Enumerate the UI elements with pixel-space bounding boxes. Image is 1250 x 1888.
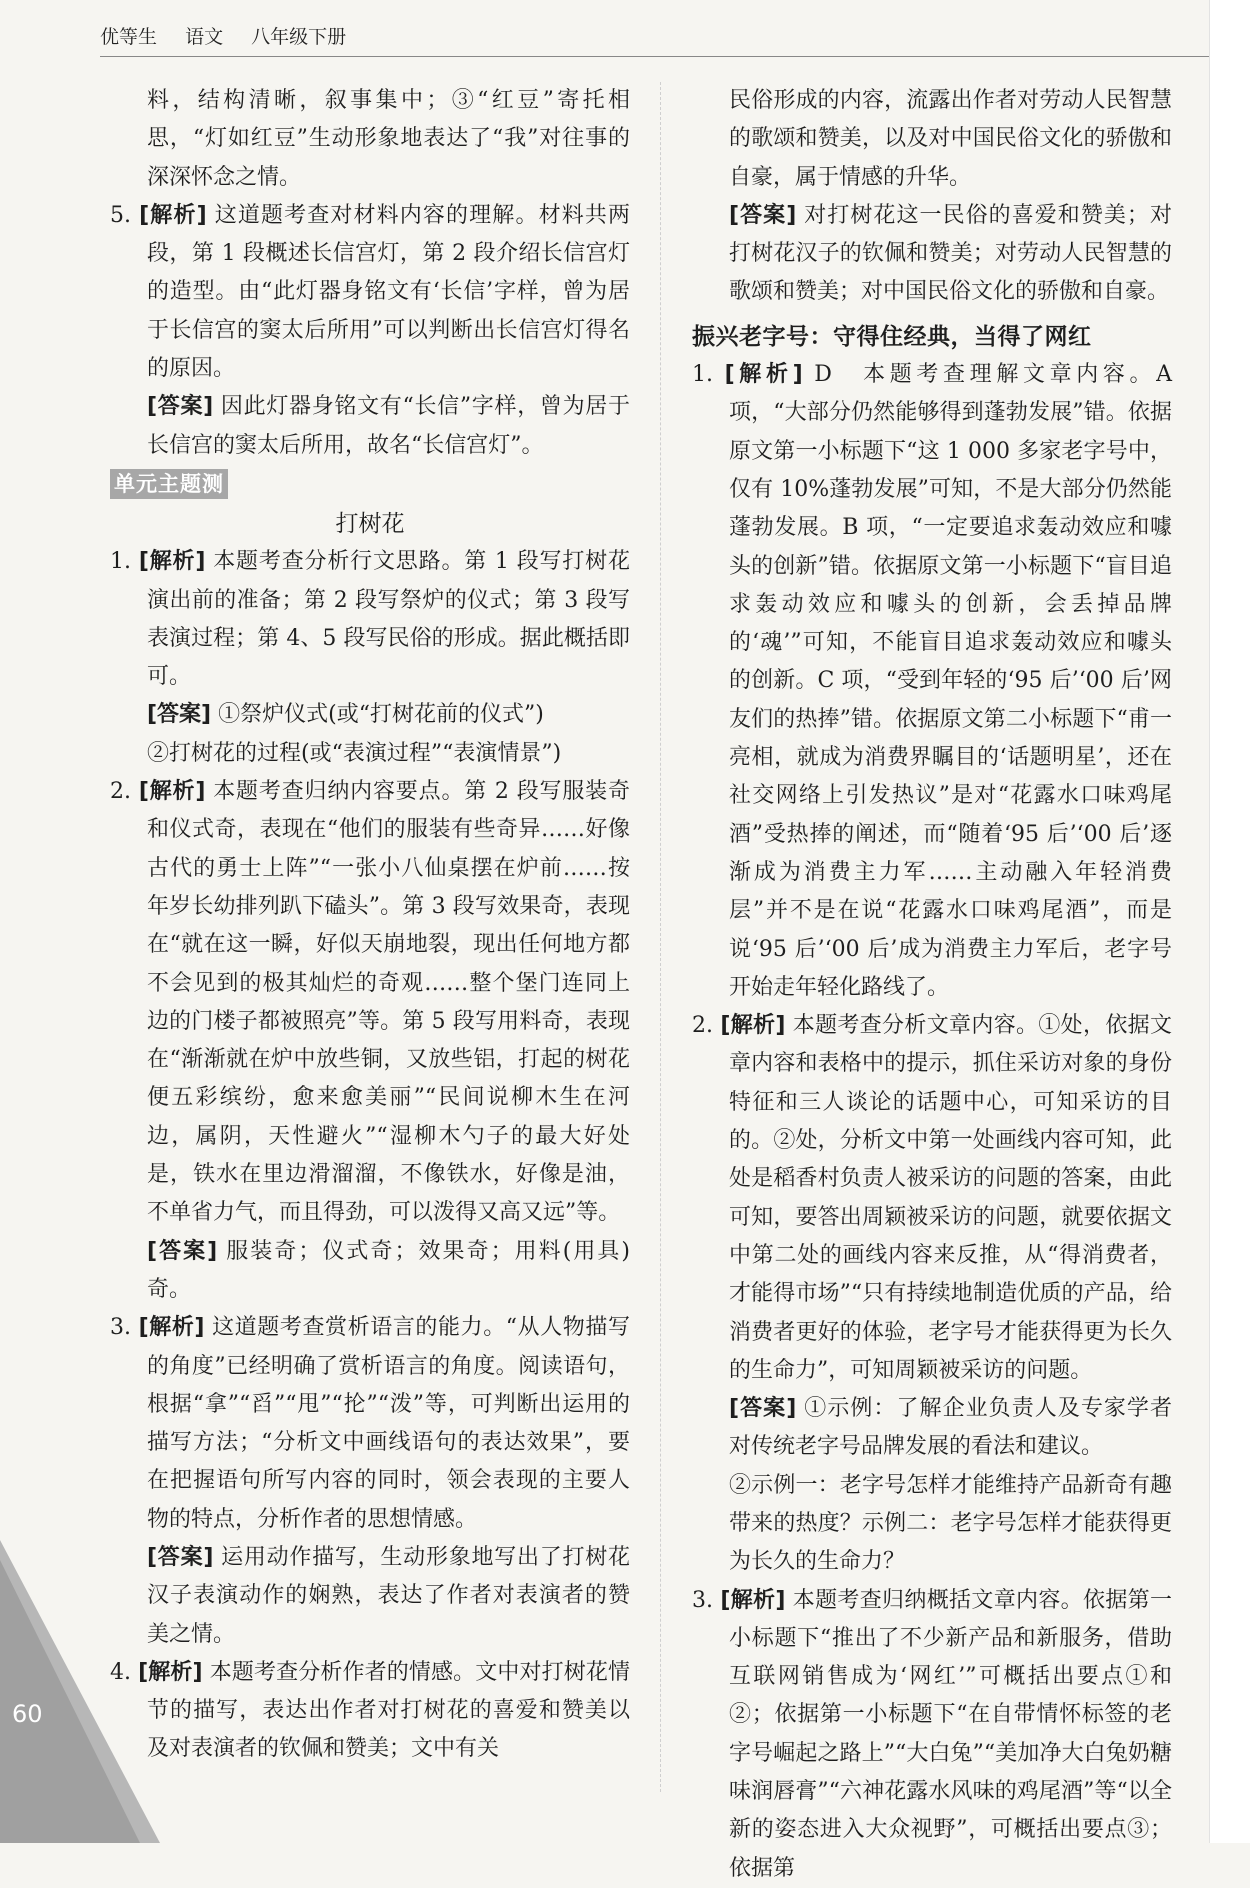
column-divider [660, 82, 661, 1792]
right-answer-4 [692, 197, 1172, 312]
question-number: 2. [692, 1013, 713, 1039]
analysis-text: 本题考查归纳内容要点。第 2 段写服装奇和仪式奇，表现在“他们的服装有些奇异……好像古代的勇士上阵”“一张小八仙桌摆在炉前……按年岁长幼排列趴下磕头”。第 3 段写效果奇，表现在“就在这一瞬，好似天崩地裂，现出任何地方都不会见到的极其灿烂的奇观……整个堡门连同上边的门楼子都被照亮”等。第 5 段写用料奇，表现在“渐渐就在炉中放些铜，又放些铝，打起的树花便五彩缤纷，愈来愈美丽”“民间说柳木生在河边，属阴，天性避火”“湿柳木勺子的最大好处是，铁水在里边滑溜溜，不像铁水，好像是油，不单省力气，而且得劲，可以泼得又高又远”等。 [147, 779, 630, 1226]
left-answer-1 [110, 696, 630, 734]
left-question-3 [110, 1309, 630, 1539]
answer-text: 对打树花这一民俗的喜爱和赞美；对打树花汉子的钦佩和赞美；对劳动人民智慧的歌颂和赞美；对中国民俗文化的骄傲和自豪。 [729, 202, 1172, 305]
left-answer-3 [110, 1539, 630, 1654]
question-number: 3. [692, 1587, 713, 1613]
analysis-tag: [解析] [138, 549, 206, 575]
left-question-5 [110, 197, 630, 388]
left-column [110, 82, 630, 1769]
article-title: 振兴老字号：守得住经典，当得了网红 [692, 323, 1092, 350]
answer-tag: [答案] [147, 1544, 214, 1570]
analysis-tag: [解析] [724, 362, 803, 388]
right-answer-2b: ②示例一：老字号怎样才能维持产品新奇有趣带来的热度？示例二：老字号怎样才能获得更为长久的生命力？ [729, 1472, 1172, 1575]
header-grade: 八年级下册 [251, 26, 347, 48]
right-question-2 [692, 1007, 1172, 1390]
left-question-2 [110, 773, 630, 1233]
analysis-tag: [解析] [138, 779, 206, 805]
analysis-tag: [解析] [138, 1315, 205, 1341]
header-rule [100, 56, 1210, 57]
analysis-tag: [解析] [139, 202, 207, 228]
section-label: 单元主题测 [110, 469, 228, 499]
q4-prev-continuation: 料，结构清晰，叙事集中；③“红豆”寄托相思，“灯如红豆”生动形象地表达了“我”对往事的深深怀念之情。 [147, 88, 630, 190]
analysis-text: 本题考查分析作者的情感。文中对打树花情节的描写，表达出作者对打树花的喜爱和赞美以及对表演者的钦佩和赞美；文中有关 [147, 1659, 630, 1762]
question-number: 5. [110, 202, 131, 228]
right-answer-2 [692, 1390, 1172, 1467]
answer-tag: [答案] [729, 202, 797, 228]
article-title: 打树花 [335, 510, 405, 537]
left-question-4 [110, 1654, 630, 1769]
left-answer-2 [110, 1233, 630, 1310]
answer-tag: [答案] [147, 1238, 218, 1264]
left-answer-1b: ②打树花的过程(或“表演过程”“表演情景”) [147, 740, 562, 766]
page-edge [1209, 0, 1250, 1843]
analysis-text: D 本题考查理解文章内容。A 项，“大部分仍然能够得到蓬勃发展”错。依据原文第一小标题下“这 1 000 多家老字号中，仅有 10%蓬勃发展”可知，不是大部分仍然能蓬勃发展。B 项，“一定要追求轰动效应和噱头的创新”错。依据原文第一小标题下“盲目追求轰动效应和噱头的创新，会丢掉品牌的‘魂’”可知，不能盲目追求轰动效应和噱头的创新。C 项，“受到年轻的‘95 后’‘00 后’网友们的热捧”错。依据原文第二小标题下“甫一亮相，就成为消费界瞩目的‘话题明星’，还在社交网络上引发热议”是对“花露水口味鸡尾酒”受热捧的阐述，而“随着‘95 后’‘00 后’逐渐成为消费主力军……主动融入年轻消费层”并不是在说“花露水口味鸡尾酒”，而是说‘95 后’‘00 后’成为消费主力军后，老字号开始走年轻化路线了。 [729, 362, 1172, 1000]
q4-continuation: 民俗形成的内容，流露出作者对劳动人民智慧的歌颂和赞美，以及对中国民俗文化的骄傲和自豪，属于情感的升华。 [729, 88, 1172, 190]
analysis-tag: [解析] [720, 1013, 786, 1039]
analysis-text: 本题考查分析行文思路。第 1 段写打树花演出前的准备；第 2 段写祭炉的仪式；第 3 段写表演过程；第 4、5 段写民俗的形成。据此概括即可。 [147, 549, 630, 690]
page-corner-tab [0, 1540, 160, 1843]
analysis-text: 这道题考查赏析语言的能力。“从人物描写的角度”已经明确了赏析语言的角度。阅读语句，根据“拿”“舀”“甩”“抡”“泼”等，可判断出运用的描写方法；“分析文中画线语句的表达效果”，要在把握语句所写内容的同时，领会表现的主要人物的特点，分析作者的思想情感。 [147, 1315, 630, 1532]
analysis-tag: [解析] [720, 1587, 786, 1613]
answer-tag: [答案] [147, 394, 214, 420]
left-question-1 [110, 543, 630, 696]
page-number: 60 [12, 1700, 43, 1728]
analysis-text: 这道题考查对材料内容的理解。材料共两段，第 1 段概述长信宫灯，第 2 段介绍长信宫灯的造型。由“此灯器身铭文有‘长信’字样，曾为居于长信宫的窦太后所用”可以判断出长信宫灯得名的原因。 [147, 202, 630, 382]
question-number: 3. [110, 1315, 131, 1341]
answer-text: 运用动作描写，生动形象地写出了打树花汉子表演动作的娴熟，表达了作者对表演者的赞美之情。 [147, 1544, 630, 1647]
question-number: 1. [692, 362, 713, 388]
page-header [100, 22, 368, 52]
answer-text: 服装奇；仪式奇；效果奇；用料(用具)奇。 [147, 1238, 630, 1302]
header-series: 优等生 [100, 26, 158, 48]
analysis-tag: [解析] [138, 1659, 203, 1685]
answer-text: 因此灯器身铭文有“长信”字样，曾为居于长信宫的窦太后所用，故名“长信宫灯”。 [147, 394, 630, 458]
answer-text: ①祭炉仪式(或“打树花前的仪式”) [218, 702, 544, 728]
analysis-text: 本题考查归纳概括文章内容。依据第一小标题下“推出了不少新产品和新服务，借助互联网销售成为‘网红’”可概括出要点①和②；依据第一小标题下“在自带情怀标签的老字号崛起之路上”“大白兔”“美加净大白兔奶糖味润唇膏”“六神花露水风味的鸡尾酒”等“以全新的姿态进入大众视野”，可概括出要点③；依据第 [729, 1587, 1172, 1881]
question-number: 4. [110, 1659, 131, 1685]
analysis-text: 本题考查分析文章内容。①处，依据文章内容和表格中的提示，抓住采访对象的身份特征和三人谈论的话题中心，可知采访的目的。②处，分析文中第一处画线内容可知，此处是稻香村负责人被采访的问题的答案，由此可知，要答出周颖被采访的问题，就要依据文中第二处的画线内容来反推，从“得消费者，才能得市场”“只有持续地制造优质的产品，给消费者更好的体验，老字号才能获得更为长久的生命力”，可知周颖被采访的问题。 [729, 1013, 1172, 1383]
right-question-3 [692, 1582, 1172, 1888]
answer-text: ①示例：了解企业负责人及专家学者对传统老字号品牌发展的看法和建议。 [729, 1396, 1172, 1460]
question-number: 2. [110, 779, 131, 805]
answer-tag: [答案] [147, 702, 212, 728]
left-answer-5 [110, 388, 630, 465]
question-number: 1. [110, 549, 131, 575]
right-question-1 [692, 356, 1172, 1007]
answer-tag: [答案] [729, 1396, 797, 1422]
right-column [692, 82, 1172, 1888]
header-subject: 语文 [185, 26, 224, 48]
